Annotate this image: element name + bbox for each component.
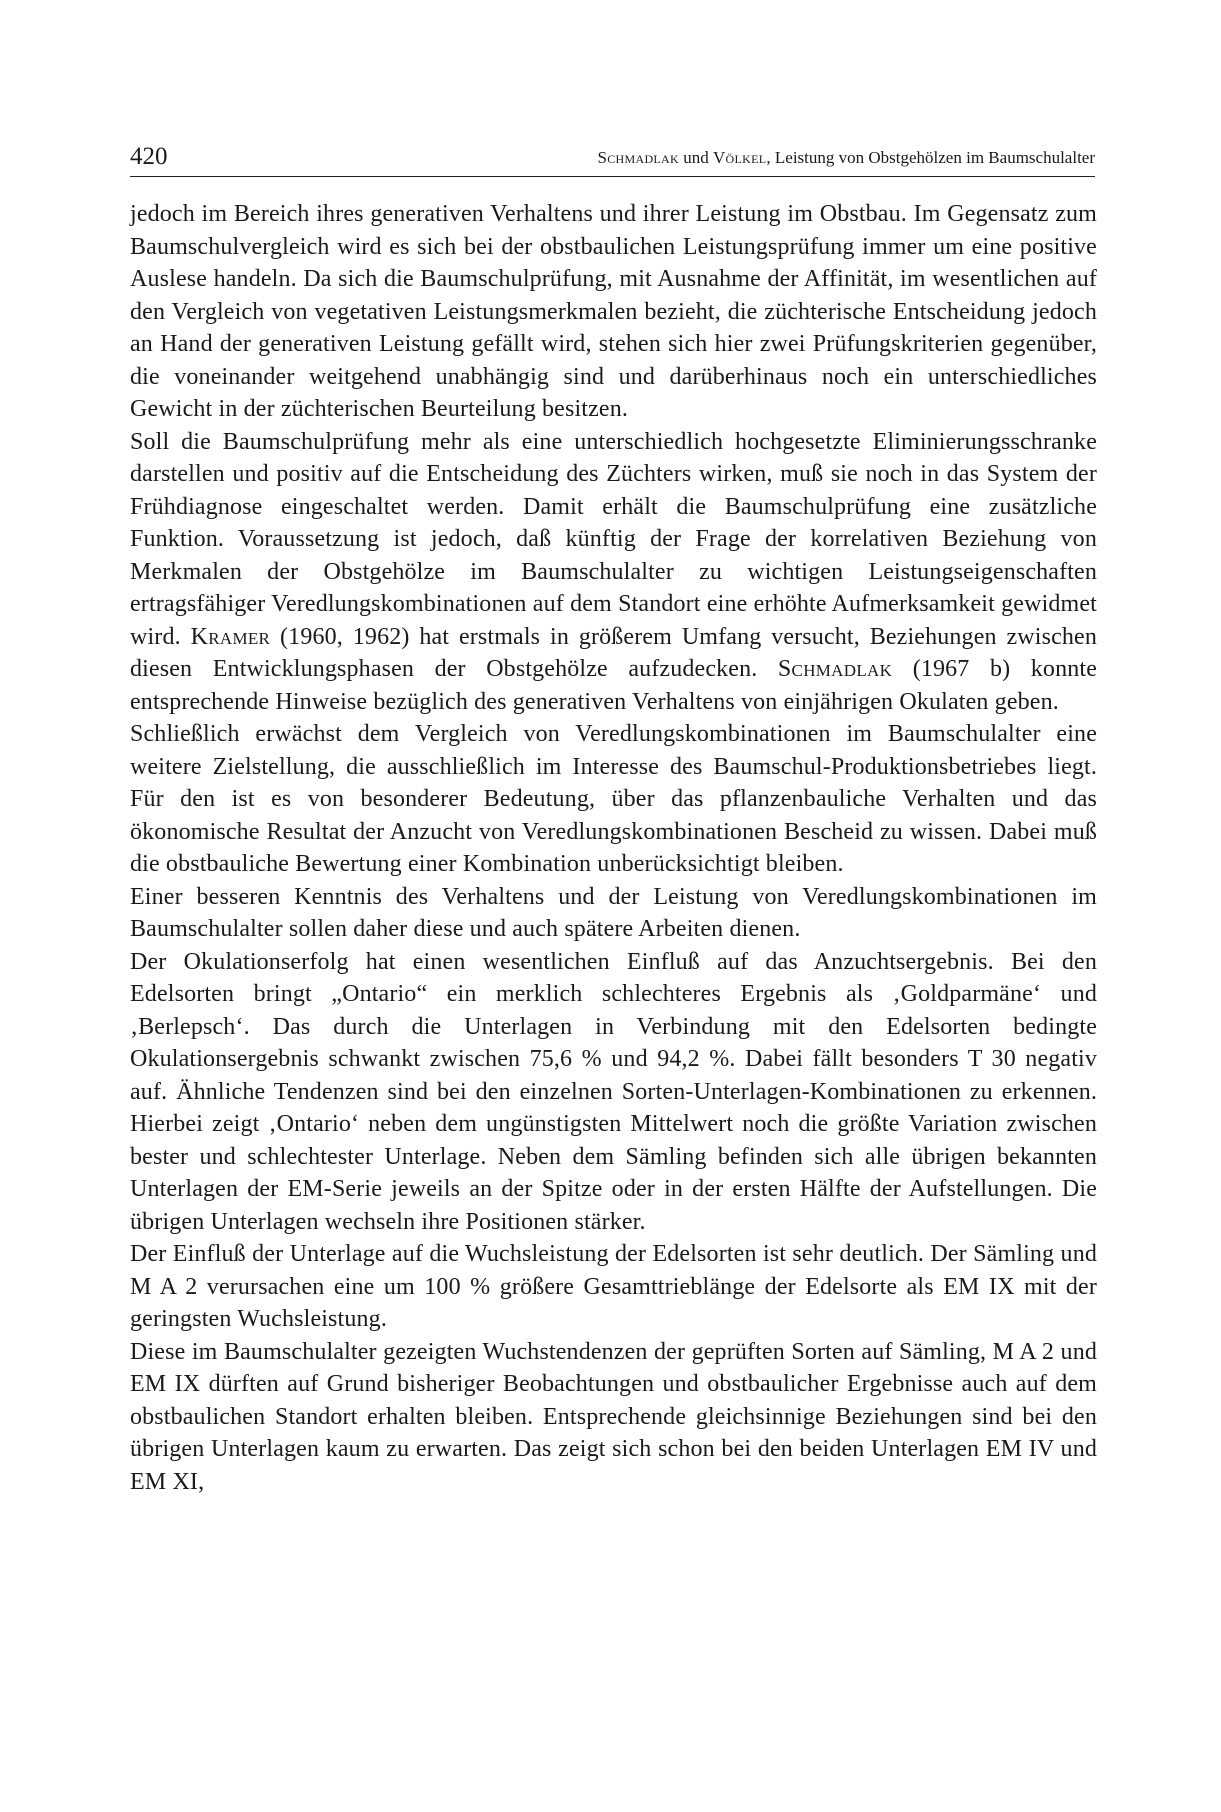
article-title: , Leistung von Obstgehölzen im Baumschulalter <box>766 148 1095 167</box>
author-citation: Schmadlak <box>777 656 893 682</box>
text-run: größere Gesamttrieblänge der Edelsorte als EM IX mit der geringsten Wuchsleistung. <box>130 1273 1097 1332</box>
paragraph: Diese im Baumschulalter gezeigten Wuchstendenzen der geprüften Sorten auf Sämling, M A 2 und EM IX dürften auf Grund bisheriger Beobachtungen und obstbaulicher Ergebnisse auch auf dem obstbaulichen Standort erhalten bleiben. Entsprechende gleichsinnige Beziehungen sind bei den übrigen Unterlagen kaum zu erwarten. Das zeigt sich schon bei den beiden Unterlagen EM IV und EM XI, <box>130 1338 1097 1495</box>
body-text <box>130 198 1097 1498</box>
page-header <box>130 142 1095 177</box>
running-head <box>597 147 1095 169</box>
author-name: Schmadlak <box>597 148 679 167</box>
paragraph: jedoch im Bereich ihres generativen Verhaltens und ihrer Leistung im Obstbau. Im Gegensatz zum Baumschulvergleich wird es sich bei der obstbaulichen Leistungsprüfung immer um eine positive Auslese handeln. Da sich die Baumschulprüfung, mit Ausnahme der Affinität, im wesentlichen auf den Vergleich von vegetativen Leistungsmerkmalen bezieht, die züchterische Entscheidung jedoch an Hand der generativen Leistung gefällt wird, stehen sich hier zwei Prüfungskriterien gegenüber, die voneinander weitgehend unabhängig sind und darüberhinaus noch ein unterschiedliches Gewicht in der züchterischen Beurteilung besitzen. <box>130 201 1097 422</box>
paragraph <box>130 426 1097 719</box>
text-run: . Dabei fällt besonders T 30 negativ auf. Ähnliche Tendenzen sind bei den einzelnen Sorten-Unterlagen-Kombinationen zu erkennen. Hierbei zeigt ‚Ontario‘ neben dem ungünstigsten Mittelwert noch die größte Variation zwischen bester und schlechtester Unterlage. Neben dem Sämling befinden sich alle übrigen bekannten Unterlagen der EM-Serie jeweils an der Spitze oder in der ersten Hälfte der Aufstellungen. Die übrigen Unterlagen wechseln ihre Positionen stärker. <box>130 1046 1098 1235</box>
percent-sign: % <box>470 1273 491 1300</box>
conjunction: und <box>678 148 713 167</box>
text-run: Soll die Baumschulprüfung mehr als eine unterschiedlich hochgesetzte Eliminierungsschranke darstellen und positiv auf die Entscheidung des Züchters wirken, muß sie noch in das System der Frühdiagnose eingeschaltet werden. Damit erhält die Baumschulprüfung eine zusätzliche Funktion. Voraussetzung ist jedoch, daß künftig der Frage der korrelativen Beziehung von Merkmalen der Obstgehölze im Baumschulalter zu wichtigen Leistungseigenschaften ertragsfähiger Veredlungskombinationen auf dem Standort eine erhöhte Aufmerksamkeit gewidmet wird. <box>130 428 1097 650</box>
percent-sign: % <box>709 1046 730 1072</box>
page-number: 420 <box>130 143 168 170</box>
percent-sign: % <box>581 1046 602 1072</box>
paragraph <box>130 946 1097 1239</box>
paragraph: Einer besseren Kenntnis des Verhaltens und der Leistung von Veredlungskombinationen im Baumschulalter sollen daher diese und auch spätere Arbeiten dienen. <box>130 883 1097 942</box>
text-run: Der Einfluß der Unterlage auf die Wuchsleistung der Edelsorten ist sehr deutlich. Der Sämling und M A 2 verursachen eine um 100 <box>130 1241 1097 1300</box>
text-run: (1960, 1962) hat erstmals in größerem Umfang versucht, Beziehungen zwischen diesen Entwicklungsphasen der Obstgehölze aufzudecken. <box>130 623 1097 682</box>
paragraph <box>130 1238 1097 1336</box>
text-run: (1967 b) konnte entsprechende Hinweise bezüglich des generativen Verhaltens von einjährigen Okulaten geben. <box>130 656 1097 715</box>
author-name: Völkel <box>712 148 767 167</box>
paragraph: Schließlich erwächst dem Vergleich von Veredlungskombinationen im Baumschulalter eine weitere Zielstellung, die ausschließlich im Interesse des Baumschul-Produktionsbetriebes liegt. Für den ist es von besonderer Bedeutung, über das pflanzenbauliche Verhalten und das ökonomische Resultat der Anzucht von Veredlungskombinationen Bescheid zu wissen. Dabei muß die obstbauliche Bewertung einer Kombination unberücksichtigt bleiben. <box>130 721 1097 877</box>
author-citation: Kramer <box>190 623 271 650</box>
text-run: Der Okulationserfolg hat einen wesentlichen Einfluß auf das Anzuchtsergebnis. Bei den Edelsorten bringt „Ontario“ ein merklich schlechteres Ergebnis als ‚Goldparmäne‘ und ‚Berlepsch‘. Das durch die Unterlagen in Verbindung mit den Edelsorten bedingte Okulationsergebnis schwankt zwischen 75,6 <box>130 948 1097 1072</box>
text-run: und 94,2 <box>601 1046 710 1072</box>
